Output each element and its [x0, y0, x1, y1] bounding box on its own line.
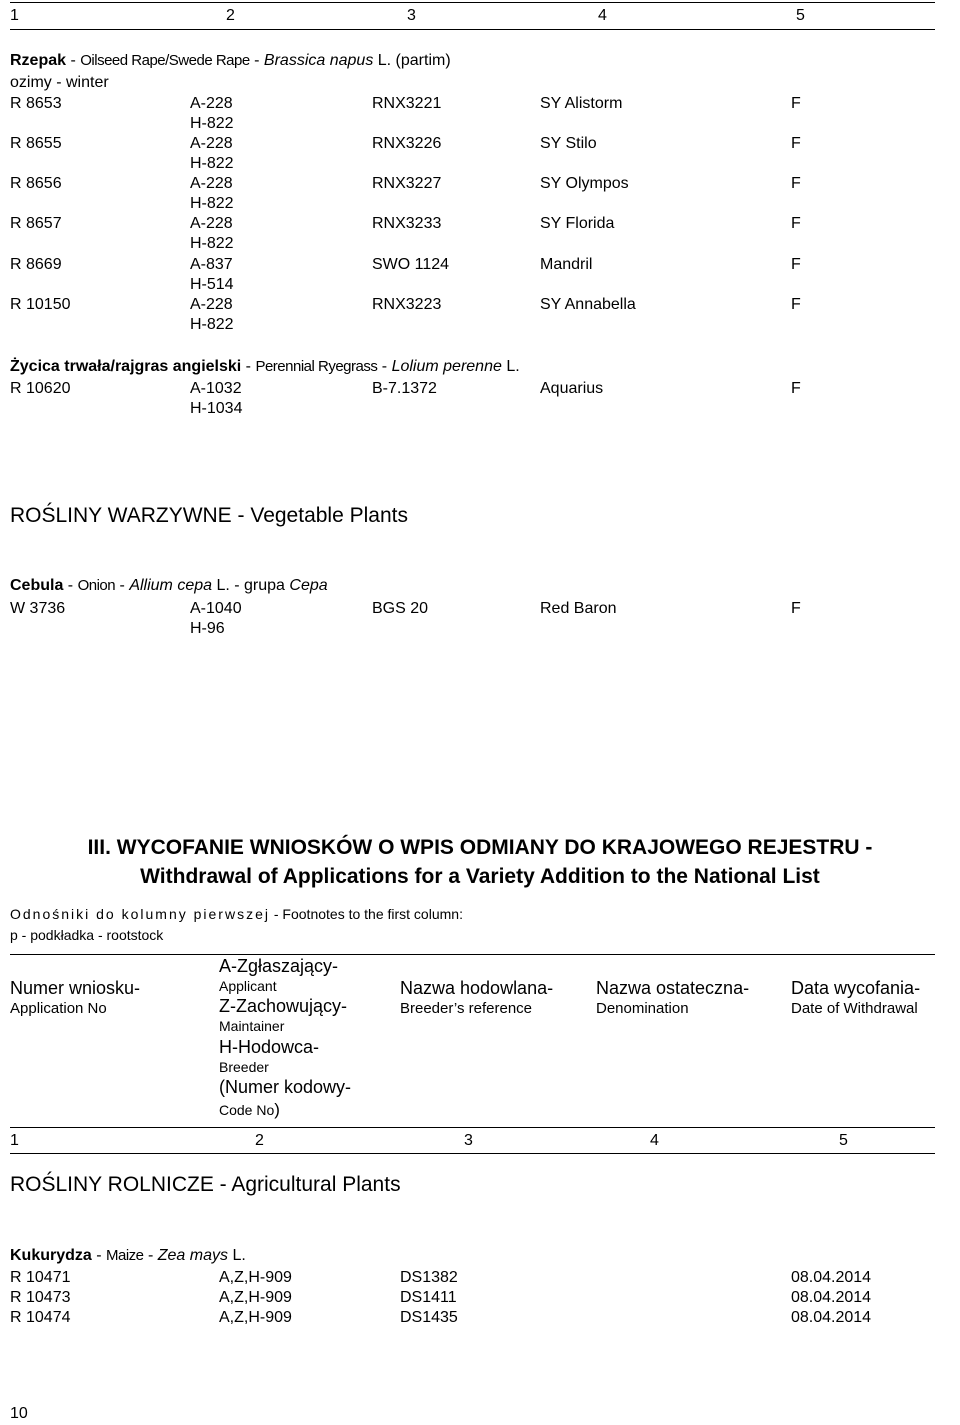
header-code-no: (Numer kodowy-: [219, 1077, 352, 1097]
flag: F: [791, 600, 801, 617]
breeder-reference: SWO 1124: [372, 256, 450, 273]
top-rule-lower: [10, 29, 935, 30]
code: H-822: [190, 235, 234, 252]
code: A-1032: [190, 380, 242, 397]
flag: F: [791, 380, 801, 397]
withdrawal-date: 08.04.2014: [791, 1289, 872, 1306]
header-breeder-reference: Nazwa hodowlana-: [400, 978, 554, 998]
header-applicant: A-Zgłaszający-: [219, 956, 339, 976]
flag: F: [791, 135, 801, 152]
header-applicant-en: Applicant: [219, 978, 277, 994]
header-withdrawal-date-en: Date of Withdrawal: [791, 1000, 918, 1017]
column-number: 2: [226, 7, 235, 24]
header-breeder: H-Hodowca-: [219, 1037, 320, 1057]
application-no: R 8656: [10, 175, 62, 192]
application-no: W 3736: [10, 600, 66, 617]
code: A,Z,H-909: [219, 1269, 292, 1286]
header-code-no-en: Code No): [219, 1100, 280, 1119]
breeder-reference: RNX3221: [372, 95, 442, 112]
code: A-837: [190, 256, 233, 273]
header-denomination: Nazwa ostateczna-: [596, 978, 750, 998]
withdrawal-title-line1: III. WYCOFANIE WNIOSKÓW O WPIS ODMIANY DO KRAJOWEGO REJESTRU -: [87, 836, 873, 859]
page-number: 10: [10, 1405, 28, 1422]
ryegrass-species-heading: Życica trwała/rajgras angielski - Perennial Ryegrass - Lolium perenne L.: [10, 358, 520, 375]
table-header-rule-bottom: [10, 1153, 935, 1154]
denomination: Mandril: [540, 256, 593, 273]
application-no: R 10474: [10, 1309, 71, 1326]
breeder-reference: DS1411: [400, 1289, 457, 1306]
footnotes-line2: p - podkładka - rootstock: [10, 927, 164, 943]
breeder-reference: RNX3223: [372, 296, 442, 313]
header-maintainer-en: Maintainer: [219, 1018, 285, 1034]
application-no: R 10473: [10, 1289, 71, 1306]
breeder-reference: RNX3226: [372, 135, 442, 152]
maize-species-heading: Kukurydza - Maize - Zea mays L.: [10, 1247, 246, 1264]
application-no: R 8655: [10, 135, 62, 152]
column-number: 4: [598, 7, 607, 24]
code: H-96: [190, 620, 225, 637]
column-number: 4: [650, 1132, 659, 1149]
breeder-reference: DS1382: [400, 1269, 458, 1286]
denomination: SY Florida: [540, 215, 615, 232]
flag: F: [791, 256, 801, 273]
breeder-reference: RNX3233: [372, 215, 442, 232]
withdrawal-date: 08.04.2014: [791, 1309, 872, 1326]
header-maintainer: Z-Zachowujący-: [219, 996, 348, 1016]
column-number: 1: [10, 1132, 19, 1149]
application-no: R 8669: [10, 256, 62, 273]
breeder-reference: BGS 20: [372, 600, 429, 617]
column-number: 3: [464, 1132, 473, 1149]
rape-species-heading: Rzepak - Oilseed Rape/Swede Rape - Brassica napus L. (partim): [10, 52, 451, 69]
column-number: 5: [839, 1132, 848, 1149]
code: A,Z,H-909: [219, 1289, 292, 1306]
header-breeder-reference-en: Breeder’s reference: [400, 1000, 533, 1017]
code: H-822: [190, 195, 234, 212]
code: H-514: [190, 276, 234, 293]
column-number: 5: [796, 7, 805, 24]
column-number: 1: [10, 7, 19, 24]
withdrawal-date: 08.04.2014: [791, 1269, 872, 1286]
breeder-reference: B-7.1372: [372, 380, 437, 397]
code: H-822: [190, 155, 234, 172]
breeder-reference: DS1435: [400, 1309, 458, 1326]
code: H-822: [190, 316, 234, 333]
column-number: 3: [407, 7, 416, 24]
column-number: 2: [255, 1132, 264, 1149]
vegetable-plants-heading: ROŚLINY WARZYWNE - Vegetable Plants: [10, 504, 408, 527]
header-application-no: Numer wniosku-: [10, 978, 141, 998]
flag: F: [791, 215, 801, 232]
application-no: R 10620: [10, 380, 71, 397]
flag: F: [791, 296, 801, 313]
agricultural-plants-heading: ROŚLINY ROLNICZE - Agricultural Plants: [10, 1173, 401, 1196]
rape-subtype: ozimy - winter: [10, 74, 109, 91]
onion-species-heading: Cebula - Onion - Allium cepa L. - grupa Cepa: [10, 577, 328, 594]
code: A-228: [190, 175, 233, 192]
code: A-228: [190, 215, 233, 232]
code: H-822: [190, 115, 234, 132]
flag: F: [791, 95, 801, 112]
header-denomination-en: Denomination: [596, 1000, 689, 1017]
header-withdrawal-date: Data wycofania-: [791, 978, 921, 998]
denomination: Red Baron: [540, 600, 617, 617]
application-no: R 10471: [10, 1269, 71, 1286]
denomination: SY Alistorm: [540, 95, 623, 112]
header-breeder-en: Breeder: [219, 1059, 269, 1075]
flag: F: [791, 175, 801, 192]
table-header-rule-mid: [10, 1127, 935, 1128]
application-no: R 10150: [10, 296, 71, 313]
code: A-228: [190, 296, 233, 313]
withdrawal-title-line2: Withdrawal of Applications for a Variety Addition to the National List: [140, 865, 820, 888]
application-no: R 8657: [10, 215, 62, 232]
footnotes-line1: Odnośniki do kolumny pierwszej - Footnotes to the first column:: [10, 906, 463, 922]
code: H-1034: [190, 400, 243, 417]
application-no: R 8653: [10, 95, 62, 112]
code: A,Z,H-909: [219, 1309, 292, 1326]
code: A-1040: [190, 600, 242, 617]
breeder-reference: RNX3227: [372, 175, 442, 192]
table-header-rule-top: [10, 954, 935, 955]
denomination: SY Stilo: [540, 135, 597, 152]
denomination: Aquarius: [540, 380, 604, 397]
denomination: SY Olympos: [540, 175, 629, 192]
denomination: SY Annabella: [540, 296, 636, 313]
header-application-no-en: Application No: [10, 1000, 107, 1017]
code: A-228: [190, 135, 233, 152]
code: A-228: [190, 95, 233, 112]
top-rule-upper: [10, 2, 935, 3]
